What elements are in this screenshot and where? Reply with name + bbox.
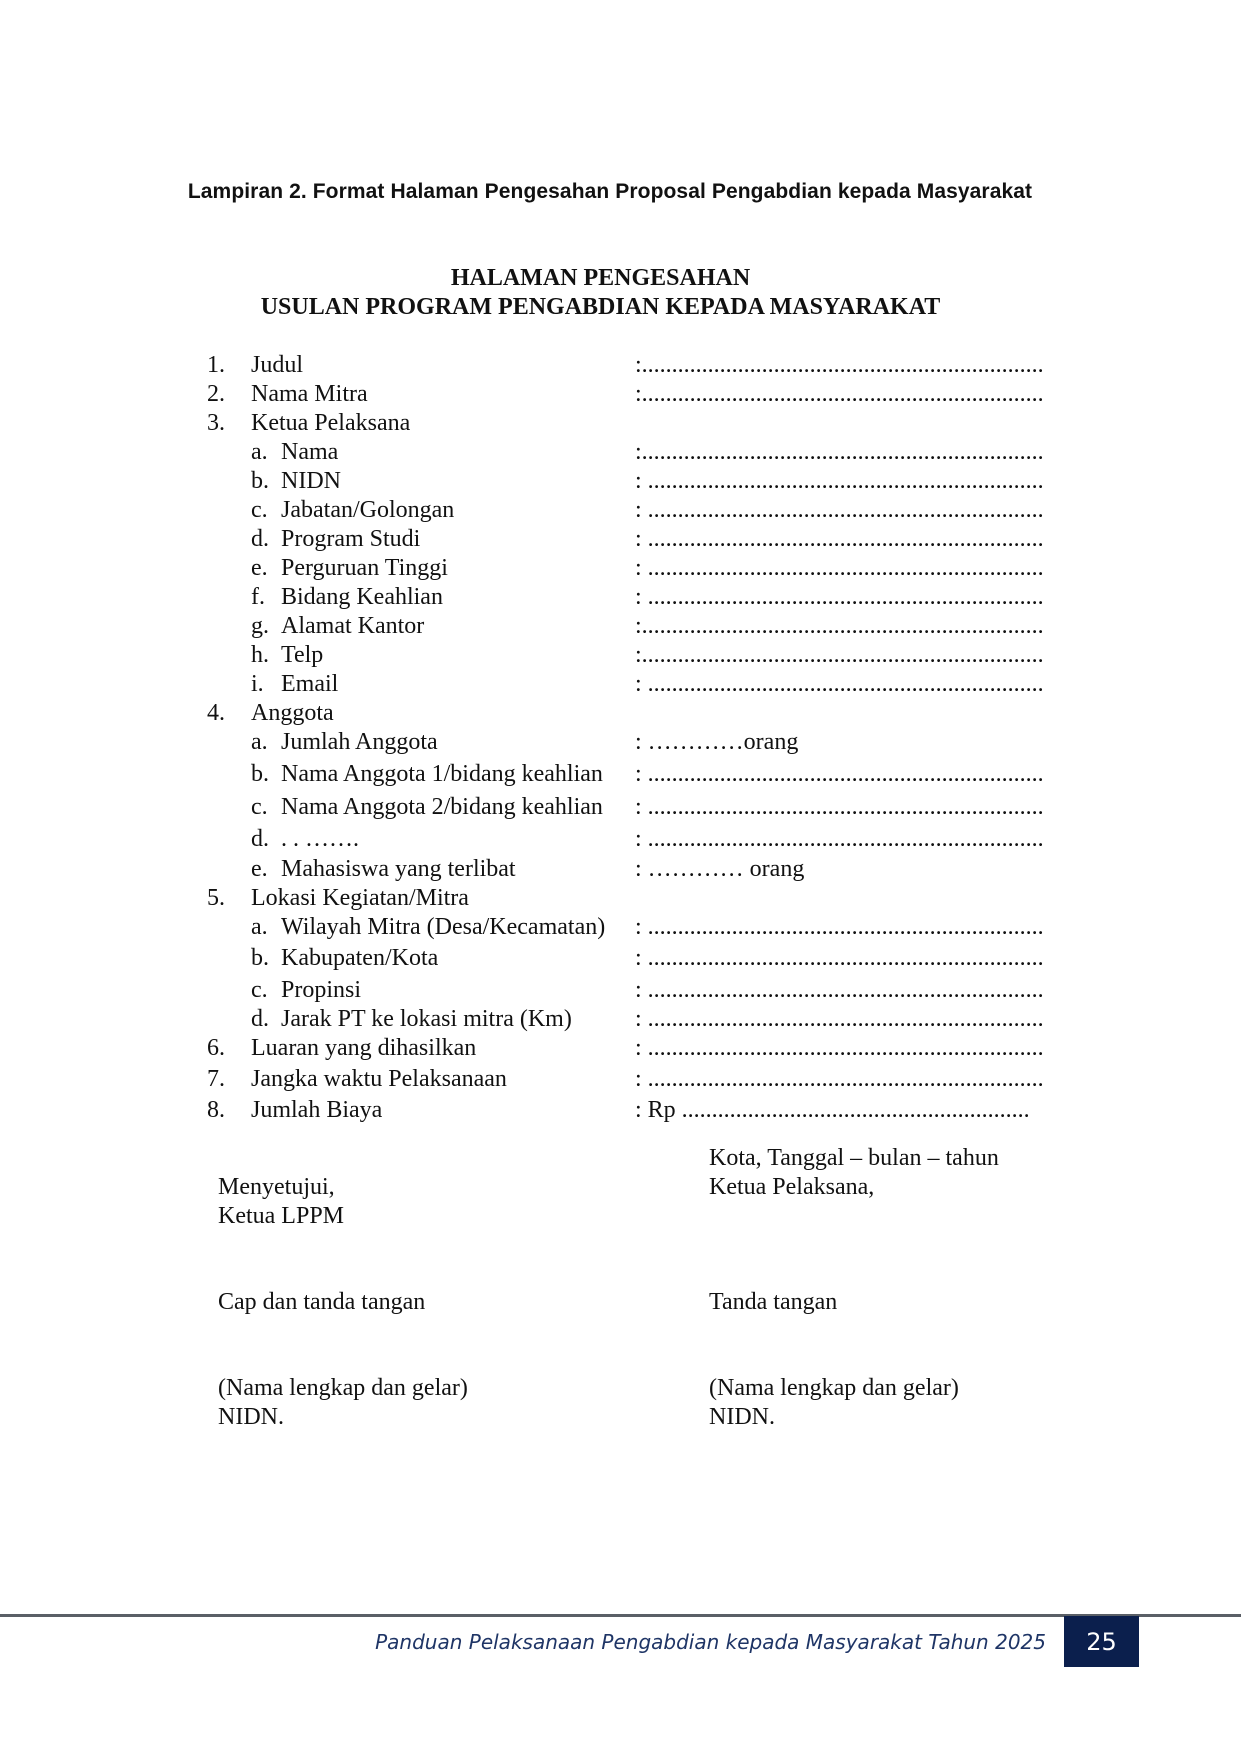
item-label: Ketua Pelaksana <box>251 410 411 436</box>
sub-label: Jabatan/Golongan <box>281 497 455 523</box>
page-number: 25 <box>1064 1616 1139 1667</box>
sub-label: Nama <box>281 439 339 465</box>
sub-value-field: : .................................................................. <box>635 794 1044 820</box>
sub-value-field: : .................................................................. <box>635 945 1044 971</box>
sub-label: Kabupaten/Kota <box>281 945 439 971</box>
item-value-field: :................................................................... <box>635 381 1044 407</box>
date-line: Kota, Tanggal – bulan – tahun <box>709 1145 999 1171</box>
item-number: 2. <box>207 381 225 407</box>
item-value-field: : .................................................................. <box>635 1066 1044 1092</box>
sub-letter: d. <box>251 826 269 852</box>
form-subrow <box>0 792 1241 825</box>
item-label: Jumlah Biaya <box>251 1097 383 1123</box>
sub-label: NIDN <box>281 468 341 494</box>
form-subrow <box>0 641 1241 670</box>
sub-value-field: :................................................................... <box>635 613 1044 639</box>
item-value-field: : .................................................................. <box>635 1035 1044 1061</box>
sub-letter: d. <box>251 526 269 552</box>
form-subtitle: USULAN PROGRAM PENGABDIAN KEPADA MASYARAKAT <box>260 294 941 320</box>
left-signer-name: (Nama lengkap dan gelar) <box>218 1375 468 1401</box>
item-label: Luaran yang dihasilkan <box>251 1035 477 1061</box>
sub-letter: b. <box>251 761 269 787</box>
sub-value-field: : .................................................................. <box>635 826 1044 852</box>
form-subrow <box>0 976 1241 1005</box>
sub-label: Email <box>281 671 339 697</box>
sub-value-field: : .................................................................. <box>635 555 1044 581</box>
sub-letter: c. <box>251 794 268 820</box>
form-row-nama-mitra <box>0 380 1241 409</box>
sub-label: Mahasiswa yang terlibat <box>281 856 516 882</box>
form-subrow <box>0 612 1241 641</box>
form-subrow <box>0 1005 1241 1034</box>
item-number: 1. <box>207 352 225 378</box>
form-subrow <box>0 942 1241 976</box>
item-label: Anggota <box>251 700 334 726</box>
sub-label: . . ……. <box>281 826 359 852</box>
item-label: Nama Mitra <box>251 381 368 407</box>
item-number: 8. <box>207 1097 225 1123</box>
item-value-field: :................................................................... <box>635 352 1044 378</box>
form-row-jumlah-biaya <box>0 1096 1241 1125</box>
form-row-ketua-pelaksana <box>0 409 1241 438</box>
form-subrow <box>0 825 1241 855</box>
approval-label: Menyetujui, <box>218 1174 335 1200</box>
sub-value-field: : ………… orang <box>635 856 805 882</box>
sub-value-field: :................................................................... <box>635 439 1044 465</box>
sub-value-field: : …………orang <box>635 729 799 755</box>
item-label: Judul <box>251 352 304 378</box>
sub-letter: c. <box>251 977 268 1003</box>
sub-letter: a. <box>251 729 268 755</box>
sub-label: Nama Anggota 2/bidang keahlian <box>281 794 603 820</box>
sub-value-field: : .................................................................. <box>635 977 1044 1003</box>
left-signer-id: NIDN. <box>218 1404 284 1430</box>
sub-label: Jumlah Anggota <box>281 729 438 755</box>
appendix-caption: Lampiran 2. Format Halaman Pengesahan Proposal Pengabdian kepada Masyarakat <box>187 180 1033 203</box>
sub-value-field: : .................................................................. <box>635 497 1044 523</box>
form-row-luaran <box>0 1034 1241 1063</box>
form-subrow <box>0 525 1241 554</box>
item-label: Jangka waktu Pelaksanaan <box>251 1066 507 1092</box>
sub-letter: d. <box>251 1006 269 1032</box>
item-number: 3. <box>207 410 225 436</box>
sub-letter: b. <box>251 945 269 971</box>
sub-letter: e. <box>251 856 268 882</box>
right-signer-role: Ketua Pelaksana, <box>709 1174 875 1200</box>
form-subrow <box>0 496 1241 525</box>
sub-letter: g. <box>251 613 269 639</box>
sub-value-field: : .................................................................. <box>635 526 1044 552</box>
sub-letter: a. <box>251 914 268 940</box>
right-signer-id: NIDN. <box>709 1404 775 1430</box>
sub-letter: e. <box>251 555 268 581</box>
sub-letter: b. <box>251 468 269 494</box>
item-label: Lokasi Kegiatan/Mitra <box>251 885 469 911</box>
sub-label: Alamat Kantor <box>281 613 425 639</box>
sub-label: Telp <box>281 642 324 668</box>
sub-label: Jarak PT ke lokasi mitra (Km) <box>281 1006 572 1032</box>
approval-form <box>0 351 1241 1125</box>
form-row-lokasi <box>0 884 1241 913</box>
item-value-field: : Rp .......................................................... <box>635 1097 1030 1123</box>
form-row-judul <box>0 351 1241 380</box>
sub-label: Bidang Keahlian <box>281 584 443 610</box>
form-subrow <box>0 757 1241 792</box>
sub-value-field: : .................................................................. <box>635 584 1044 610</box>
sub-letter: a. <box>251 439 268 465</box>
form-subrow <box>0 670 1241 699</box>
sub-label: Perguruan Tinggi <box>281 555 448 581</box>
form-subrow <box>0 467 1241 496</box>
form-row-anggota <box>0 699 1241 728</box>
left-sign-note: Cap dan tanda tangan <box>218 1289 426 1315</box>
right-sign-note: Tanda tangan <box>709 1289 838 1315</box>
sub-label: Propinsi <box>281 977 362 1003</box>
footer-divider <box>0 1614 1241 1617</box>
form-subrow <box>0 855 1241 884</box>
sub-label: Wilayah Mitra (Desa/Kecamatan) <box>281 914 606 940</box>
sub-letter: i. <box>251 671 264 697</box>
item-number: 7. <box>207 1066 225 1092</box>
form-subrow <box>0 438 1241 467</box>
sub-letter: f. <box>251 584 265 610</box>
form-subrow <box>0 583 1241 612</box>
form-title: HALAMAN PENGESAHAN <box>450 265 751 291</box>
item-number: 6. <box>207 1035 225 1061</box>
sub-letter: c. <box>251 497 268 523</box>
sub-label: Program Studi <box>281 526 421 552</box>
sub-letter: h. <box>251 642 269 668</box>
sub-value-field: : .................................................................. <box>635 761 1044 787</box>
left-signer-role: Ketua LPPM <box>218 1203 344 1229</box>
sub-label: Nama Anggota 1/bidang keahlian <box>281 761 603 787</box>
right-signer-name: (Nama lengkap dan gelar) <box>709 1375 959 1401</box>
form-row-jangka-waktu <box>0 1063 1241 1096</box>
form-subrow <box>0 554 1241 583</box>
item-number: 5. <box>207 885 225 911</box>
form-subrow <box>0 913 1241 942</box>
sub-value-field: : .................................................................. <box>635 671 1044 697</box>
sub-value-field: :................................................................... <box>635 642 1044 668</box>
sub-value-field: : .................................................................. <box>635 468 1044 494</box>
form-subrow <box>0 728 1241 757</box>
item-number: 4. <box>207 700 225 726</box>
sub-value-field: : .................................................................. <box>635 1006 1044 1032</box>
footer-title: Panduan Pelaksanaan Pengabdian kepada Masyarakat Tahun 2025 <box>375 1630 1046 1654</box>
sub-value-field: : .................................................................. <box>635 914 1044 940</box>
